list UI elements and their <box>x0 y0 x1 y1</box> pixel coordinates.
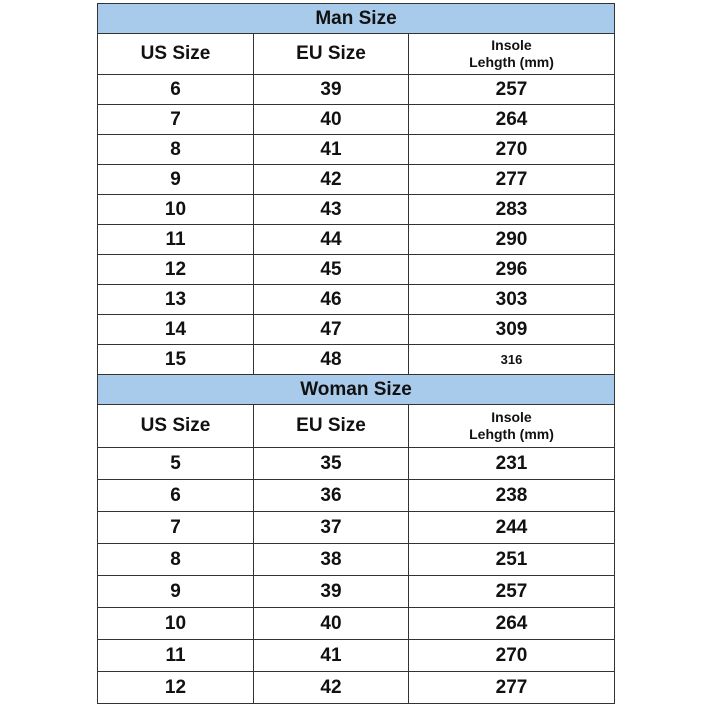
man-insole-cell: 257 <box>409 75 615 105</box>
table-row <box>98 345 615 375</box>
man-insole-cell: 309 <box>409 315 615 345</box>
table-row <box>98 512 615 544</box>
man-us-cell: 14 <box>98 315 254 345</box>
woman-eu-cell: 38 <box>254 544 409 576</box>
woman-us-cell: 5 <box>98 448 254 480</box>
man-us-cell: 10 <box>98 195 254 225</box>
man-us-cell: 13 <box>98 285 254 315</box>
table-row <box>98 448 615 480</box>
table-row <box>98 480 615 512</box>
man-eu-cell: 43 <box>254 195 409 225</box>
woman-us-cell: 12 <box>98 672 254 704</box>
man-eu-cell: 46 <box>254 285 409 315</box>
woman-insole-cell: 231 <box>409 448 615 480</box>
table-row <box>98 255 615 285</box>
size-chart-table <box>97 3 615 704</box>
man-insole-cell: 283 <box>409 195 615 225</box>
man-header-row <box>98 34 615 75</box>
man-insole-header-line2: Lehgth (mm) <box>469 54 554 70</box>
man-us-size-header: US Size <box>98 34 254 75</box>
table-row <box>98 576 615 608</box>
table-row <box>98 672 615 704</box>
man-eu-cell: 47 <box>254 315 409 345</box>
man-insole-length-header <box>409 34 615 75</box>
man-insole-header-line1: Insole <box>491 37 532 53</box>
man-us-cell: 12 <box>98 255 254 285</box>
woman-eu-cell: 40 <box>254 608 409 640</box>
table-row <box>98 195 615 225</box>
woman-eu-size-header: EU Size <box>254 405 409 448</box>
woman-size-section <box>98 375 615 704</box>
man-size-section <box>98 4 615 375</box>
man-insole-cell: 316 <box>409 345 615 375</box>
table-row <box>98 315 615 345</box>
man-size-title: Man Size <box>98 4 615 34</box>
woman-insole-header-line2: Lehgth (mm) <box>469 426 554 442</box>
woman-insole-header-line1: Insole <box>491 409 532 425</box>
table-row <box>98 135 615 165</box>
man-insole-cell: 303 <box>409 285 615 315</box>
woman-us-cell: 6 <box>98 480 254 512</box>
man-eu-cell: 39 <box>254 75 409 105</box>
man-us-cell: 8 <box>98 135 254 165</box>
woman-insole-length-header <box>409 405 615 448</box>
woman-size-title-row <box>98 375 615 405</box>
woman-insole-cell: 251 <box>409 544 615 576</box>
table-row <box>98 165 615 195</box>
man-eu-cell: 40 <box>254 105 409 135</box>
table-row <box>98 105 615 135</box>
woman-eu-cell: 42 <box>254 672 409 704</box>
woman-us-cell: 11 <box>98 640 254 672</box>
man-insole-cell: 290 <box>409 225 615 255</box>
man-eu-cell: 45 <box>254 255 409 285</box>
woman-insole-cell: 257 <box>409 576 615 608</box>
man-insole-cell: 270 <box>409 135 615 165</box>
woman-us-cell: 7 <box>98 512 254 544</box>
woman-insole-cell: 277 <box>409 672 615 704</box>
man-us-cell: 7 <box>98 105 254 135</box>
man-eu-cell: 42 <box>254 165 409 195</box>
man-eu-size-header: EU Size <box>254 34 409 75</box>
man-us-cell: 9 <box>98 165 254 195</box>
man-size-title-row <box>98 4 615 34</box>
man-eu-cell: 48 <box>254 345 409 375</box>
woman-us-cell: 8 <box>98 544 254 576</box>
man-us-cell: 11 <box>98 225 254 255</box>
woman-us-cell: 10 <box>98 608 254 640</box>
man-us-cell: 6 <box>98 75 254 105</box>
man-insole-cell: 264 <box>409 105 615 135</box>
woman-header-row <box>98 405 615 448</box>
woman-eu-cell: 39 <box>254 576 409 608</box>
table-row <box>98 608 615 640</box>
man-insole-cell: 277 <box>409 165 615 195</box>
woman-eu-cell: 41 <box>254 640 409 672</box>
table-row <box>98 285 615 315</box>
table-row <box>98 544 615 576</box>
woman-size-title: Woman Size <box>98 375 615 405</box>
table-row <box>98 225 615 255</box>
woman-us-size-header: US Size <box>98 405 254 448</box>
woman-insole-cell: 238 <box>409 480 615 512</box>
man-us-cell: 15 <box>98 345 254 375</box>
table-row <box>98 640 615 672</box>
woman-eu-cell: 36 <box>254 480 409 512</box>
man-insole-cell: 296 <box>409 255 615 285</box>
woman-eu-cell: 37 <box>254 512 409 544</box>
table-row <box>98 75 615 105</box>
woman-us-cell: 9 <box>98 576 254 608</box>
woman-insole-cell: 270 <box>409 640 615 672</box>
woman-insole-cell: 264 <box>409 608 615 640</box>
man-eu-cell: 44 <box>254 225 409 255</box>
woman-insole-cell: 244 <box>409 512 615 544</box>
man-eu-cell: 41 <box>254 135 409 165</box>
woman-eu-cell: 35 <box>254 448 409 480</box>
